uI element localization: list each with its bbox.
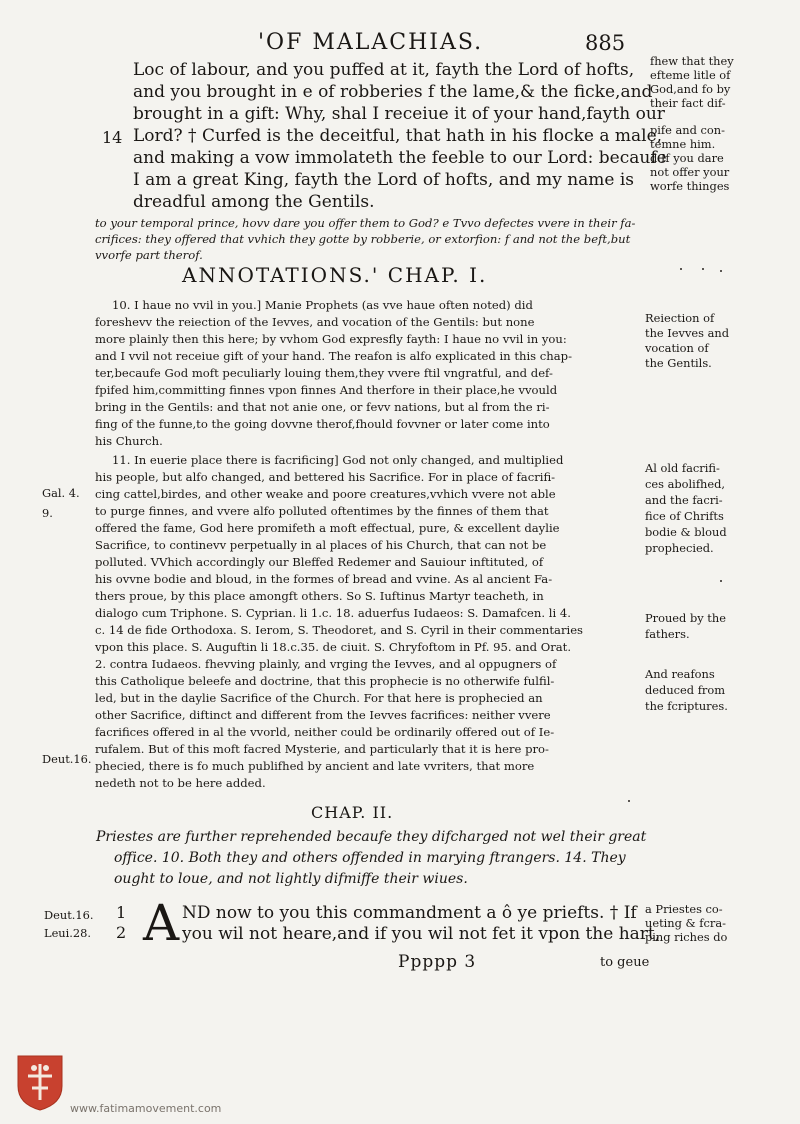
annotation-line: nedeth not to be here added.	[95, 776, 266, 790]
drop-cap: A	[143, 894, 180, 952]
margin-line: not offer your	[650, 165, 730, 179]
note-line: to your temporal prince, hovv dare you offer them to God? e Tvvo defectes vvere in their fa-	[95, 216, 636, 230]
annotation-line: 11. In euerie place there is facrificing] God not only changed, and multiplied	[112, 453, 564, 467]
margin-line: vocation of	[645, 341, 709, 355]
text-line: and you brought in e of robberies f the lame,& the ficke,and	[133, 82, 653, 102]
margin-line: And reafons	[645, 667, 715, 681]
margin-line: Proued by the	[645, 611, 726, 625]
fatima-logo-icon	[14, 1052, 66, 1112]
running-header: 'OF MALACHIAS.	[258, 30, 484, 55]
margin-line: pife and con-	[650, 123, 725, 137]
margin-line: worfe thinges	[650, 179, 730, 193]
summary-line: office. 10. Both they and others offended in marying ftrangers. 14. They	[114, 850, 626, 866]
scripture-ref: Deut.16.	[44, 908, 94, 922]
margin-line: Reiection of	[645, 311, 715, 325]
annotation-line: foreshevv the reiection of the Ievves, and vocation of the Gentils: but none	[95, 315, 535, 329]
margin-line: the Gentils.	[645, 356, 712, 370]
chapter-2-heading: CHAP. II.	[311, 803, 394, 822]
margin-line: ces abolifhed,	[645, 477, 726, 491]
scripture-ref: Deut.16.	[42, 752, 92, 766]
text-line: and making a vow immolateth the feeble to our Lord: becaufe	[133, 148, 667, 168]
verse-number: 2	[116, 923, 127, 942]
ink-speck	[720, 580, 722, 582]
annotation-line: his Church.	[95, 434, 163, 448]
annotation-line: polluted. VVhich accordingly our Bleffed Redemer and Sauiour inftituted, of	[95, 555, 544, 569]
annotation-line: and I vvil not receiue gift of your hand. The reafon is alfo explicated in this chap-	[95, 349, 573, 363]
margin-line: fhew that they	[650, 54, 734, 68]
margin-line: fice of Chrifts	[645, 509, 724, 523]
annotation-line: ter,becaufe God moft peculiarly louing them,they vvere ftil vngratful, and def-	[95, 366, 553, 380]
annotation-line: other Sacrifice, diftinct and different from the Ievves facrifices: neither vvere	[95, 708, 551, 722]
margin-line: a Priestes co-	[645, 902, 723, 916]
annotation-line: his people, but alfo changed, and bettered his Sacrifice. For in place of facrifi-	[95, 470, 556, 484]
margin-line: prophecied.	[645, 541, 714, 555]
annotation-line: 2. contra Iudaeos. fhevving plainly, and vrging the Ievves, and al oppugners of	[95, 657, 557, 671]
annotation-line: phecied, there is fo much publifhed by ancient and late vvriters, that more	[95, 759, 535, 773]
text-line: ND now to you this commandment a ô ye priefts. † If	[182, 903, 637, 923]
margin-line: ping riches do	[645, 930, 728, 944]
margin-line: temne him.	[650, 137, 716, 151]
text-line: I am a great King, fayth the Lord of hofts, and my name is	[133, 170, 635, 190]
scripture-ref: Gal. 4.	[42, 486, 80, 500]
margin-line: the Ievves and	[645, 326, 730, 340]
text-line: Loc of labour, and you puffed at it, fayth the Lord of hofts,	[133, 60, 635, 80]
margin-line: d If you dare	[650, 151, 724, 165]
note-line: vvorfe part therof.	[95, 248, 203, 262]
page-number: 885	[585, 31, 626, 55]
margin-line: their fact dif-	[650, 96, 726, 110]
annotation-line: dialogo cum Triphone. S. Cyprian. li 1.c. 18. aduerfus Iudaeos: S. Damafcen. li 4.	[95, 606, 571, 620]
annotation-line: bring in the Gentils: and that not anie one, or fevv nations, but al from the ri-	[95, 400, 550, 414]
margin-line: ueting & fcra-	[645, 916, 726, 930]
annotation-line: his ovvne bodie and bloud, in the formes of bread and vvine. As al ancient Fa-	[95, 572, 553, 586]
annotation-line: facrifices offered in al the vvorld, neither could be ordinarily offered out of Ie-	[95, 725, 555, 739]
annotation-line: c. 14 de fide Orthodoxa. S. Ierom, S. Theodoret, and S. Cyril in their commentaries	[95, 623, 584, 637]
text-line: you wil not heare,and if you wil not fet it vpon the hart,	[182, 924, 661, 944]
margin-line: fathers.	[645, 627, 690, 641]
annotation-line: to purge finnes, and vvere alfo polluted oftentimes by the finnes of them that	[95, 504, 549, 518]
annotation-line: fing of the funne,to the going dovvne therof,fhould fovvner or later come into	[95, 417, 550, 431]
text-line: Lord? † Curfed is the deceitful, that hath in his flocke a male,	[133, 126, 663, 146]
margin-line: bodie & bloud	[645, 525, 727, 539]
verse-number: 14	[102, 128, 123, 147]
margin-line: deduced from	[645, 683, 726, 697]
margin-line: and the facri-	[645, 493, 723, 507]
annotation-line: 10. I haue no vvil in you.] Manie Prophets (as vve haue often noted) did	[112, 298, 533, 312]
printer-signature: Ppppp 3	[398, 952, 477, 972]
ink-speck	[628, 800, 630, 802]
ink-speck	[702, 268, 704, 270]
ink-speck	[680, 268, 682, 270]
margin-line: Al old facrifi-	[645, 461, 720, 475]
catchword: to geue	[600, 955, 650, 970]
annotation-line: cing cattel,birdes, and other weake and poore creatures,vvhich vvere not able	[95, 487, 556, 501]
text-line: dreadful among the Gentils.	[133, 192, 375, 212]
annotation-line: thers proue, by this place amongft others. So S. Iuftinus Martyr teacheth, in	[95, 589, 544, 603]
margin-line: God,and fo by	[650, 82, 731, 96]
text-line: brought in a gift: Why, shal I receiue it of your hand,fayth our	[133, 104, 665, 124]
ink-speck	[720, 270, 722, 272]
margin-line: the fcriptures.	[645, 699, 728, 713]
footer-url[interactable]: www.fatimamovement.com	[70, 1102, 222, 1115]
summary-line: Priestes are further reprehended becaufe they difcharged not wel their great	[96, 829, 647, 845]
annotation-line: fpifed him,committing finnes vpon finnes And therfore in their place,he vvould	[95, 383, 558, 397]
annotation-line: more plainly then this here; by vvhom God expresfly fayth: I haue no vvil in you:	[95, 332, 567, 346]
annotation-line: offered the fame, God here promifeth a moft effectual, pure, & excellent daylie	[95, 521, 560, 535]
annotation-line: led, but in the daylie Sacrifice of the Church. For that here is prophecied an	[95, 691, 543, 705]
note-line: crifices: they offered that vvhich they gotte by robberie, or extorfion: f and not the beft,but	[95, 232, 631, 246]
annotation-line: vpon this place. S. Auguftin li 18.c.35. de ciuit. S. Chryfoftom in Pf. 95. and Orat.	[95, 640, 572, 654]
scripture-ref: Leui.28.	[44, 926, 92, 940]
annotation-line: this Catholique beleefe and doctrine, that this prophecie is no otherwife fulfil-	[95, 674, 555, 688]
verse-number: 1	[116, 903, 127, 922]
summary-line: ought to loue, and not lightly difmiffe their wiues.	[114, 871, 468, 887]
annotation-line: Sacrifice, to continevv perpetually in al places of his Church, that can not be	[95, 538, 547, 552]
margin-line: efteme litle of	[650, 68, 731, 82]
annotation-line: rufalem. But of this moft facred Mysterie, and particularly that it is here pro-	[95, 742, 549, 756]
scripture-ref: 9.	[42, 506, 53, 520]
annotations-heading: ANNOTATIONS.' CHAP. I.	[182, 263, 488, 287]
